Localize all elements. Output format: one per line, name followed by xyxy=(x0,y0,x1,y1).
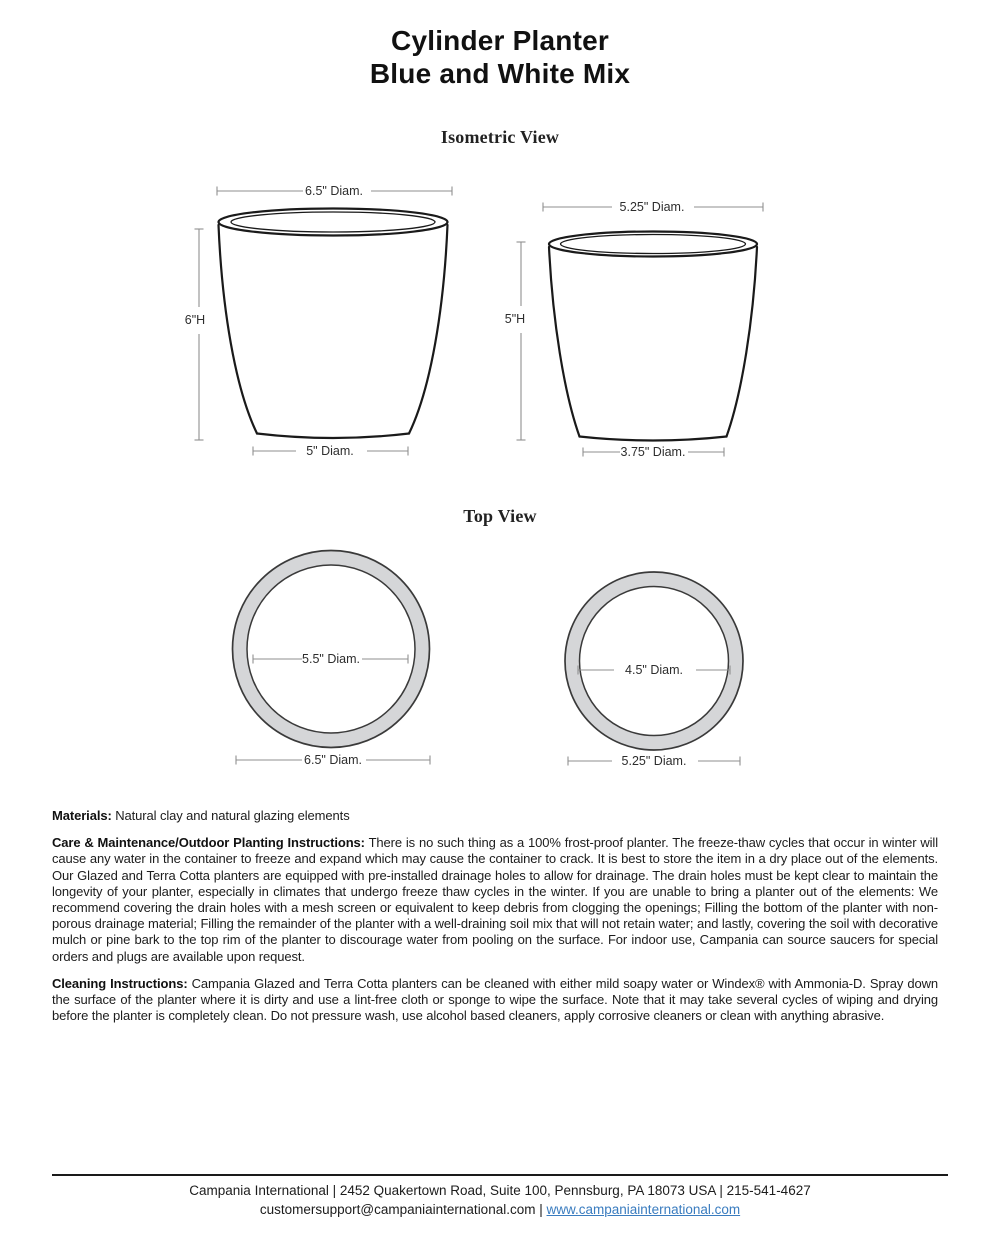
product-name: Cylinder Planter xyxy=(391,25,609,56)
top-view-heading: Top View xyxy=(463,506,537,526)
dimension-planter1-top xyxy=(217,184,452,198)
dim-label-planter1-bottom: 5" Diam. xyxy=(306,444,354,458)
planter-large-isometric xyxy=(185,184,452,458)
dimension-planter1-height xyxy=(185,229,205,440)
product-finish: Blue and White Mix xyxy=(369,58,631,89)
cleaning-value: Campania Glazed and Terra Cotta planters can be cleaned with either mild soapy water or Windex® with Ammonia-D. Spray down the surface of the planter where it is dirty and use a lint-free cloth or sponge to wipe the surface. Note that it may take several cycles of wiping and drying before the planter is completely clean. Do not pressure wash, use alcohol based cleaners, apply corrosive cleaners or clean with anything abrasive. xyxy=(52,975,938,1024)
materials-value: Natural clay and natural glazing elements xyxy=(115,808,350,823)
planter-small-isometric xyxy=(505,200,763,459)
footer-email: customersupport@campaniainternational.com xyxy=(259,1201,536,1217)
planter-large-top-view xyxy=(233,551,431,768)
dim-label-circle1-outer: 6.5" Diam. xyxy=(304,753,362,767)
dimension-circle2-outer xyxy=(568,754,740,768)
care-label: Care & Maintenance/Outdoor Planting Instructions: xyxy=(52,835,365,851)
care-value: There is no such thing as a 100% frost-proof planter. The freeze-thaw cycles that occur in winter will cause any water in the container to freeze and expand which may cause the container to crack. It is best to store the item in a dry place out of the elements. Our Glazed and Terra Cotta planters are equipped with pre-installed drainage holes to allow for drainage. The drain holes must be kept clear to maintain the longevity of your planter, especially in climates that undergo freeze thaw cycles in the winter. If you are unable to bring a planter out of the elements: We recommend covering the drain holes with a mesh screen or equivalent to keep debris from clogging the openings; Filling the bottom of the planter with non-porous drainage material; Filling the remainder of the planter with a well-draining soil mix that will not retain water; and lastly, covering the soil with decorative mulch or pine bark to the top rim of the planter to discourage water from pooling on the surface. For indoor use, Campania can source saucers for special orders and plugs are available upon request. xyxy=(52,835,939,964)
dim-label-circle1-inner: 5.5" Diam. xyxy=(302,652,360,666)
dimension-planter1-bottom xyxy=(253,444,408,458)
cleaning-label: Cleaning Instructions: xyxy=(52,975,188,991)
dimension-planter2-height xyxy=(505,242,526,440)
dim-label-planter2-top: 5.25" Diam. xyxy=(619,200,685,214)
footer-address-line: Campania International | 2452 Quakertown Road, Suite 100, Pennsburg, PA 18073 USA | 215-541-4627 xyxy=(189,1183,811,1198)
care-paragraph xyxy=(52,835,938,965)
isometric-view-heading: Isometric View xyxy=(440,127,560,147)
dim-label-planter2-bottom: 3.75" Diam. xyxy=(620,445,686,459)
website-link[interactable]: www.campaniainternational.com xyxy=(546,1201,741,1217)
dim-label-circle2-inner: 4.5" Diam. xyxy=(625,663,683,677)
footer-separator: | xyxy=(539,1201,543,1217)
dim-label-planter1-top: 6.5" Diam. xyxy=(305,184,363,198)
footer-divider xyxy=(52,1174,948,1176)
specification-text xyxy=(52,808,938,1035)
dim-label-planter2-height: 5"H xyxy=(504,312,526,326)
dimension-circle1-outer xyxy=(236,753,430,767)
planter-small-top-view xyxy=(565,572,743,768)
dimension-planter2-top xyxy=(543,200,763,214)
dim-label-planter1-height: 6"H xyxy=(184,313,206,327)
cleaning-paragraph xyxy=(52,976,938,1025)
materials-label: Materials: xyxy=(52,808,112,823)
footer-contact-line xyxy=(0,1201,1000,1220)
materials-paragraph xyxy=(52,808,938,824)
dimension-planter2-bottom xyxy=(583,445,724,459)
footer xyxy=(0,1182,1000,1219)
dim-label-circle2-outer: 5.25" Diam. xyxy=(621,754,687,768)
